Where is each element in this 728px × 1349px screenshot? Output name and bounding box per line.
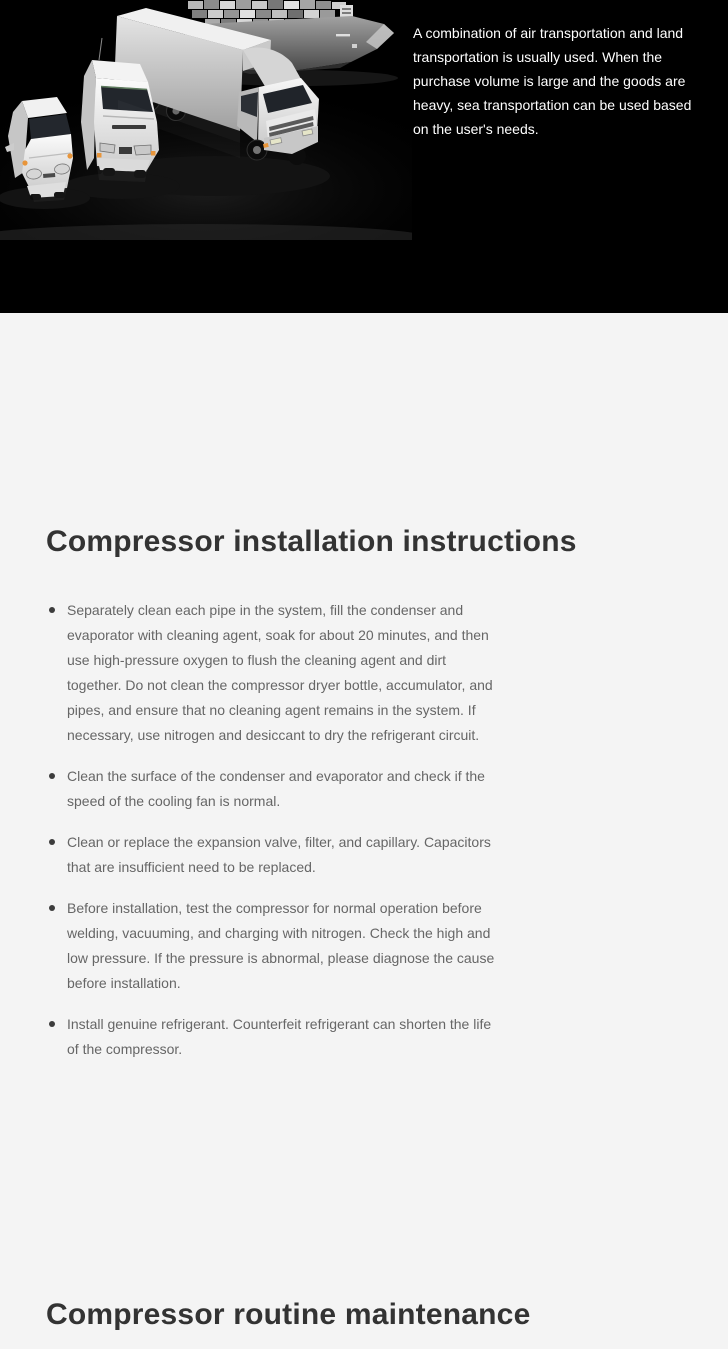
fleet-illustration [0, 0, 412, 240]
list-item [46, 598, 496, 748]
list-item [46, 896, 496, 996]
content-section [0, 313, 728, 1349]
routine-maintenance-title: Compressor routine maintenance [46, 1298, 531, 1331]
installation-bullet-list [46, 598, 496, 1078]
transport-fleet-image [0, 0, 412, 240]
bullet-dot [49, 839, 55, 845]
list-item-text: Clean the surface of the condenser and evaporator and check if the speed of the cooling fan is normal. [67, 768, 485, 809]
hero-description: A combination of air transportation and land transportation is usually used. When the purchase volume is large and the goods are heavy, sea transportation can be used based on the user's needs. [413, 25, 692, 137]
hero-section [0, 0, 728, 313]
list-item-text: Separately clean each pipe in the system, fill the condenser and evaporator with cleaning agent, soak for about 20 minutes, and then use high-pressure oxygen to flush the cleaning agent and dirt together. Do not clean the compressor dryer bottle, accumulator, and pipes, and ensure that no cleaning agent remains in the system. If necessary, use nitrogen and desiccant to dry the refrigerant circuit. [67, 602, 493, 743]
list-item-text: Clean or replace the expansion valve, filter, and capillary. Capacitors that are insufficient need to be replaced. [67, 834, 491, 875]
list-item [46, 830, 496, 880]
bullet-dot [49, 1021, 55, 1027]
bullet-dot [49, 607, 55, 613]
bullet-dot [49, 773, 55, 779]
list-item [46, 1012, 496, 1062]
list-item-text: Before installation, test the compressor for normal operation before welding, vacuuming, and charging with nitrogen. Check the high and low pressure. If the pressure is abnormal, please diagnose the cause before installation. [67, 900, 495, 991]
bullet-dot [49, 905, 55, 911]
list-item [46, 764, 496, 814]
installation-instructions-title: Compressor installation instructions [46, 525, 577, 558]
list-item-text: Install genuine refrigerant. Counterfeit refrigerant can shorten the life of the compressor. [67, 1016, 492, 1057]
